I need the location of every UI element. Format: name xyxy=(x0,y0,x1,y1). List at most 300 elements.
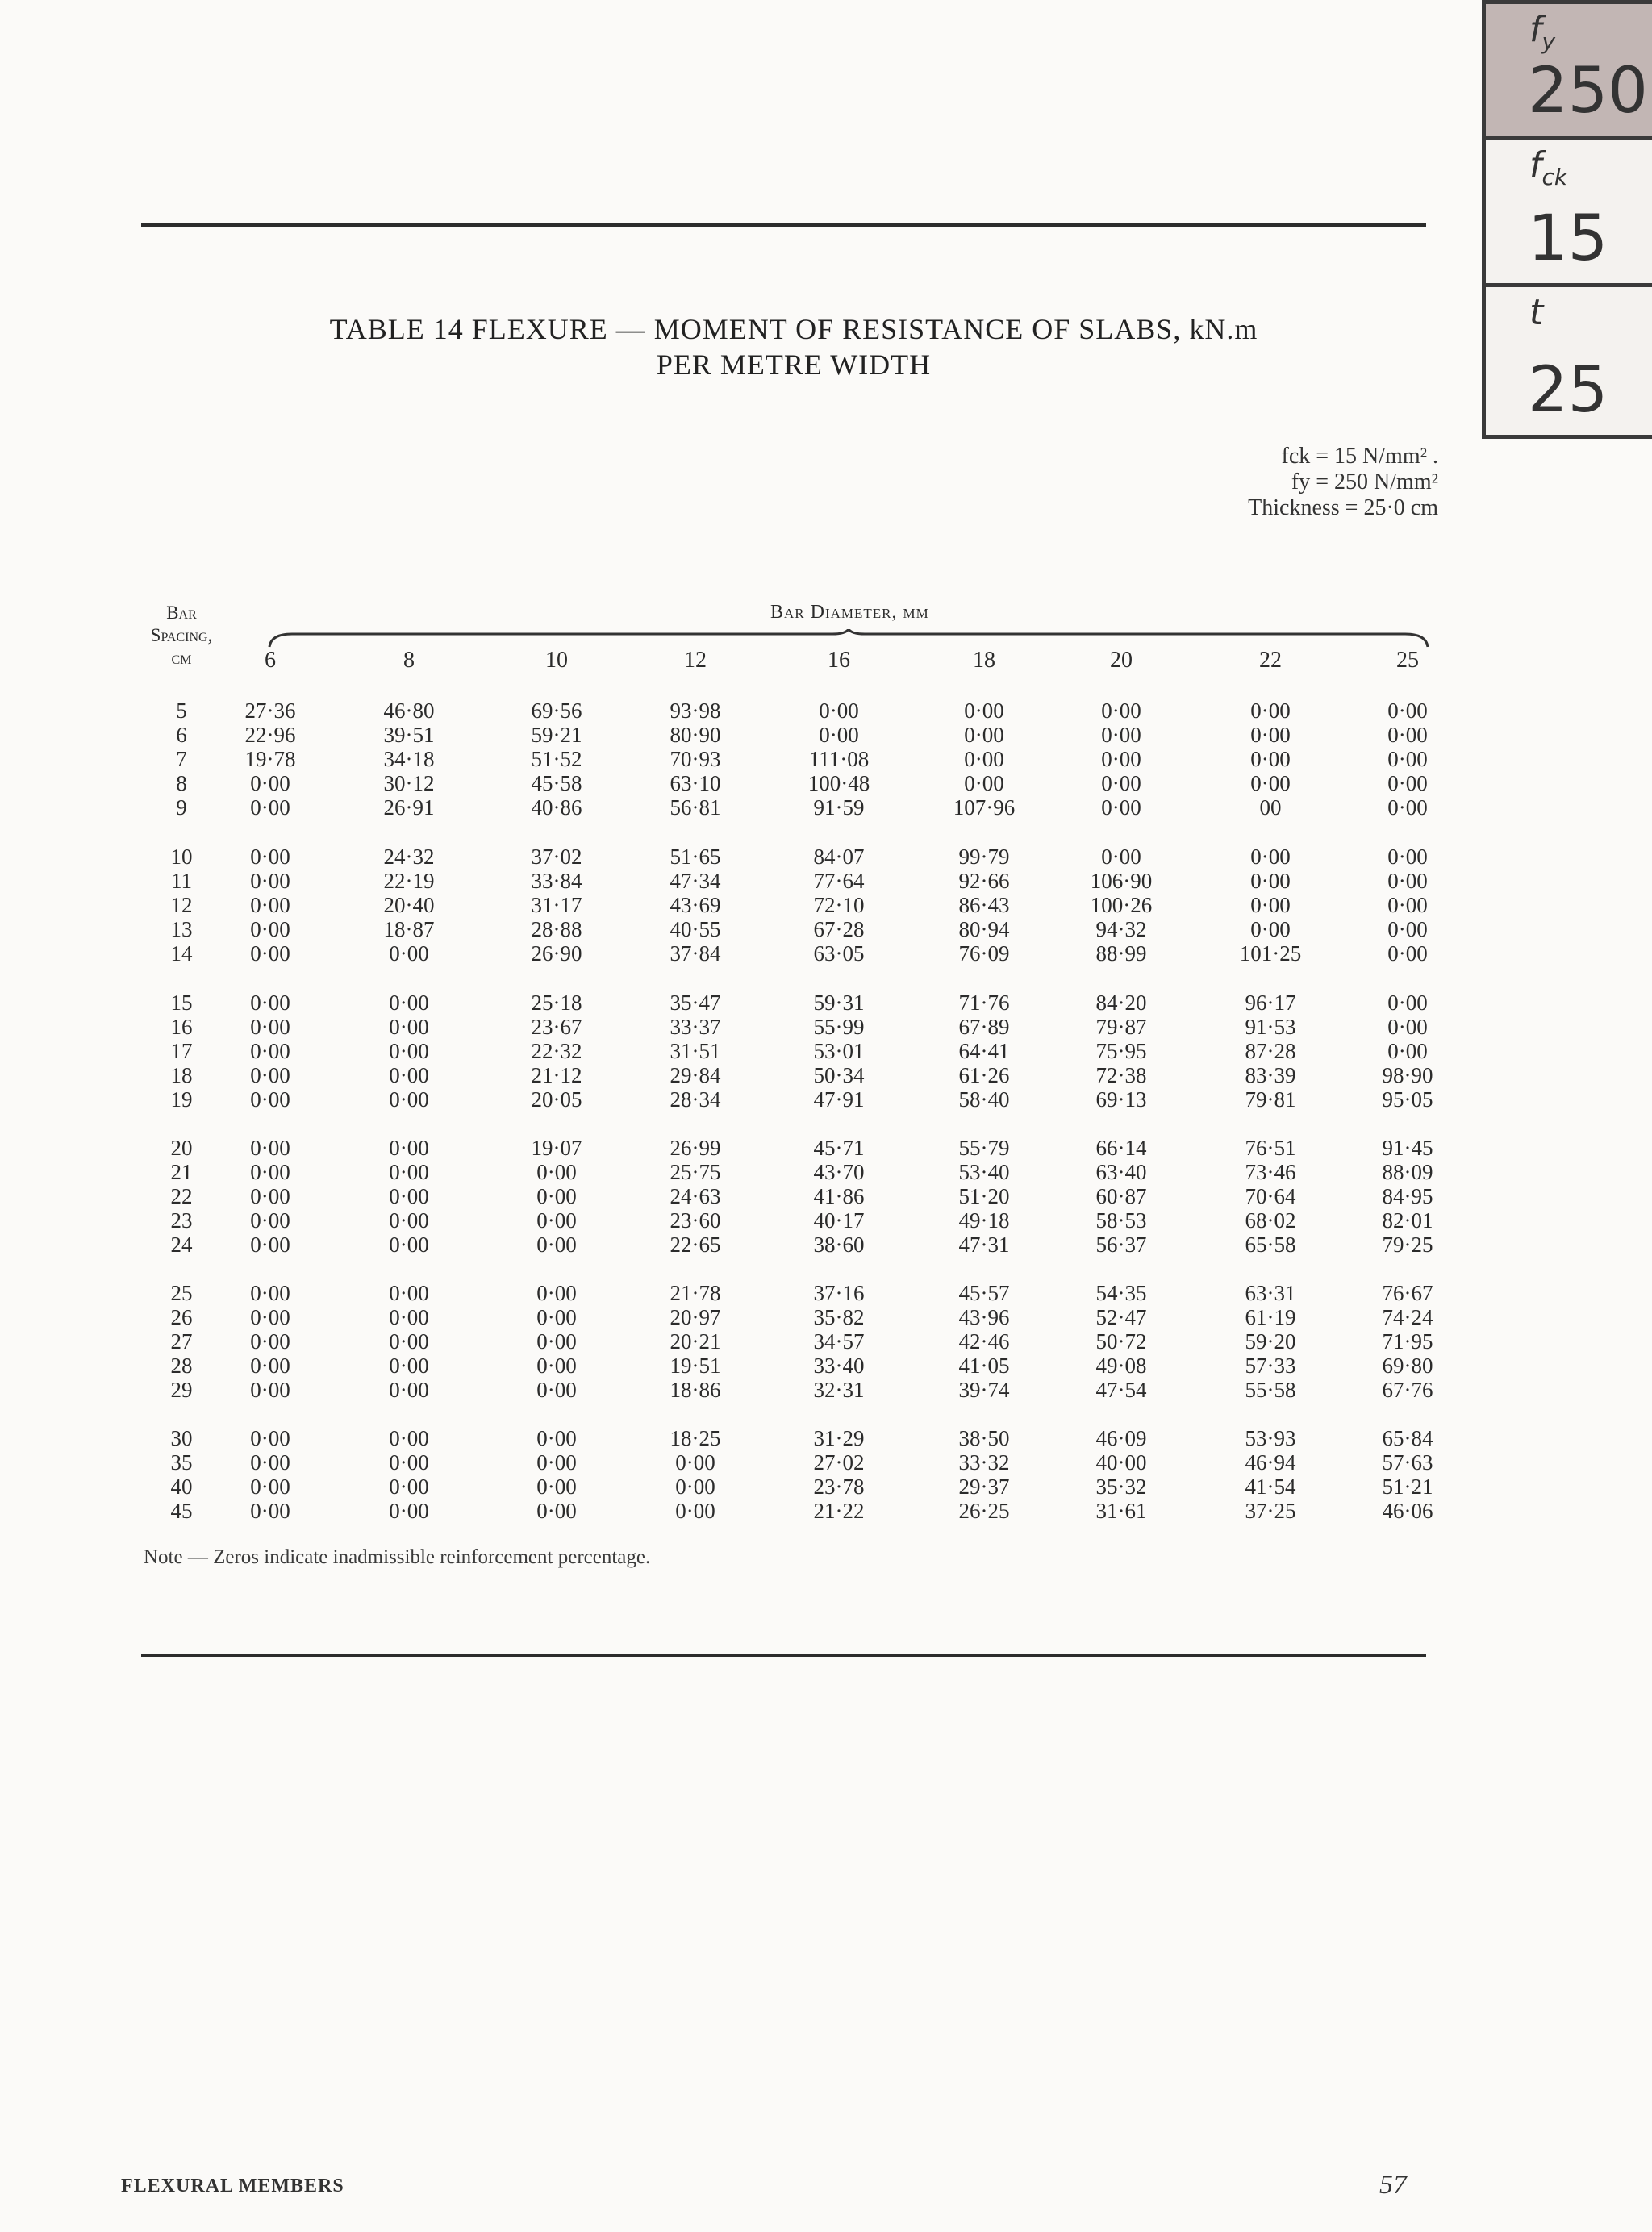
moment-cell: 0·00 xyxy=(675,1499,715,1523)
bar-spacing-header xyxy=(137,602,226,670)
moment-cell: 72·38 xyxy=(1095,1063,1147,1087)
design-parameters xyxy=(1248,444,1438,521)
moment-cell: 0·00 xyxy=(536,1378,577,1402)
moment-cell: 0·00 xyxy=(1387,845,1428,869)
moment-cell: 21·12 xyxy=(531,1063,582,1087)
moment-cell: 37·84 xyxy=(670,941,721,966)
moment-cell: 20·97 xyxy=(670,1305,721,1329)
spacing-cell: 25 xyxy=(170,1281,193,1305)
fck-param: fck = 15 N/mm² . xyxy=(1281,444,1438,469)
table-row xyxy=(0,991,1533,1015)
fy-value: 250 xyxy=(1528,55,1648,127)
moment-cell: 43·96 xyxy=(958,1305,1010,1329)
moment-cell: 0·00 xyxy=(250,1305,290,1329)
moment-cell: 52·47 xyxy=(1095,1305,1147,1329)
fy-param: fy = 250 N/mm² xyxy=(1291,469,1438,494)
diameter-header-6: 6 xyxy=(265,648,276,673)
moment-cell: 0·00 xyxy=(1101,699,1141,723)
moment-cell: 0·00 xyxy=(536,1475,577,1499)
moment-cell: 53·01 xyxy=(813,1039,865,1063)
moment-cell: 0·00 xyxy=(536,1450,577,1475)
moment-cell: 0·00 xyxy=(250,1136,290,1160)
moment-cell: 0·00 xyxy=(389,1475,429,1499)
moment-cell: 23·60 xyxy=(670,1208,721,1233)
diameter-header-25: 25 xyxy=(1396,648,1419,673)
diameter-header-20: 20 xyxy=(1110,648,1133,673)
table-row xyxy=(0,941,1533,966)
moment-cell: 79·25 xyxy=(1382,1233,1433,1257)
moment-cell: 0·00 xyxy=(1387,893,1428,917)
moment-cell: 41·05 xyxy=(958,1354,1010,1378)
moment-cell: 76·09 xyxy=(958,941,1010,966)
top-rule xyxy=(141,223,1426,227)
moment-cell: 26·90 xyxy=(531,941,582,966)
moment-cell: 45·71 xyxy=(813,1136,865,1160)
moment-cell: 0·00 xyxy=(389,1450,429,1475)
moment-cell: 50·34 xyxy=(813,1063,865,1087)
moment-cell: 0·00 xyxy=(536,1426,577,1450)
moment-cell: 76·67 xyxy=(1382,1281,1433,1305)
moment-cell: 40·55 xyxy=(670,917,721,941)
moment-cell: 33·37 xyxy=(670,1015,721,1039)
fck-tab-cell xyxy=(1486,140,1652,287)
moment-cell: 0·00 xyxy=(389,1281,429,1305)
diameter-header-18: 18 xyxy=(973,648,995,673)
spacing-cell: 13 xyxy=(170,917,193,941)
moment-cell: 0·00 xyxy=(389,1015,429,1039)
moment-cell: 73·46 xyxy=(1245,1160,1296,1184)
moment-cell: 0·00 xyxy=(250,795,290,820)
table-row xyxy=(0,893,1533,917)
table-row xyxy=(0,1063,1533,1087)
moment-cell: 0·00 xyxy=(250,1378,290,1402)
table-row xyxy=(0,1499,1533,1523)
moment-cell: 0·00 xyxy=(250,1450,290,1475)
spacing-cell: 28 xyxy=(170,1354,193,1378)
moment-cell: 38·60 xyxy=(813,1233,865,1257)
moment-cell: 107·96 xyxy=(953,795,1016,820)
moment-cell: 65·58 xyxy=(1245,1233,1296,1257)
moment-cell: 0·00 xyxy=(389,1063,429,1087)
moment-cell: 59·31 xyxy=(813,991,865,1015)
moment-cell: 29·84 xyxy=(670,1063,721,1087)
moment-cell: 20·05 xyxy=(531,1087,582,1112)
diameter-header-10: 10 xyxy=(545,648,568,673)
moment-cell: 22·19 xyxy=(383,869,435,893)
moment-cell: 91·59 xyxy=(813,795,865,820)
moment-cell: 0·00 xyxy=(1101,747,1141,771)
diameter-header-12: 12 xyxy=(684,648,707,673)
moment-cell: 0·00 xyxy=(1101,795,1141,820)
moment-cell: 68·02 xyxy=(1245,1208,1296,1233)
moment-cell: 19·07 xyxy=(531,1136,582,1160)
moment-cell: 0·00 xyxy=(1387,991,1428,1015)
table-note: Note — Zeros indicate inadmissible reinforcement percentage. xyxy=(144,1546,651,1568)
moment-cell: 0·00 xyxy=(250,1063,290,1087)
table-row xyxy=(0,1378,1533,1402)
table-row xyxy=(0,1015,1533,1039)
moment-cell: 34·57 xyxy=(813,1329,865,1354)
moment-cell: 0·00 xyxy=(964,771,1004,795)
table-row xyxy=(0,1160,1533,1184)
moment-cell: 63·31 xyxy=(1245,1281,1296,1305)
moment-cell: 0·00 xyxy=(819,723,859,747)
moment-cell: 0·00 xyxy=(1250,917,1291,941)
moment-cell: 58·53 xyxy=(1095,1208,1147,1233)
moment-cell: 38·50 xyxy=(958,1426,1010,1450)
moment-cell: 18·25 xyxy=(670,1426,721,1450)
moment-cell: 31·29 xyxy=(813,1426,865,1450)
spacing-cell: 24 xyxy=(170,1233,193,1257)
moment-cell: 0·00 xyxy=(1250,845,1291,869)
moment-cell: 88·09 xyxy=(1382,1160,1433,1184)
moment-cell: 0·00 xyxy=(1250,699,1291,723)
moment-cell: 31·51 xyxy=(670,1039,721,1063)
moment-cell: 91·53 xyxy=(1245,1015,1296,1039)
moment-cell: 96·17 xyxy=(1245,991,1296,1015)
moment-cell: 0·00 xyxy=(250,771,290,795)
moment-cell: 69·80 xyxy=(1382,1354,1433,1378)
moment-cell: 79·81 xyxy=(1245,1087,1296,1112)
moment-cell: 0·00 xyxy=(250,1233,290,1257)
moment-cell: 28·88 xyxy=(531,917,582,941)
fy-symbol: $f_y$ xyxy=(1529,9,1556,55)
spacing-cell: 16 xyxy=(170,1015,193,1039)
moment-cell: 0·00 xyxy=(389,1087,429,1112)
moment-cell: 0·00 xyxy=(675,1450,715,1475)
moment-cell: 41·86 xyxy=(813,1184,865,1208)
bottom-rule xyxy=(141,1654,1426,1657)
moment-cell: 21·22 xyxy=(813,1499,865,1523)
moment-cell: 63·40 xyxy=(1095,1160,1147,1184)
moment-cell: 106·90 xyxy=(1090,869,1153,893)
moment-cell: 29·37 xyxy=(958,1475,1010,1499)
moment-cell: 55·99 xyxy=(813,1015,865,1039)
moment-cell: 26·91 xyxy=(383,795,435,820)
moment-cell: 40·00 xyxy=(1095,1450,1147,1475)
moment-cell: 0·00 xyxy=(389,1499,429,1523)
moment-cell: 0·00 xyxy=(250,1329,290,1354)
moment-cell: 0·00 xyxy=(964,747,1004,771)
moment-cell: 0·00 xyxy=(536,1208,577,1233)
table-row xyxy=(0,1281,1533,1305)
moment-cell: 27·36 xyxy=(244,699,296,723)
moment-cell: 31·61 xyxy=(1095,1499,1147,1523)
moment-cell: 33·40 xyxy=(813,1354,865,1378)
diameter-header-8: 8 xyxy=(403,648,415,673)
moment-cell: 46·09 xyxy=(1095,1426,1147,1450)
spacing-cell: 15 xyxy=(170,991,193,1015)
moment-cell: 80·90 xyxy=(670,723,721,747)
moment-cell: 27·02 xyxy=(813,1450,865,1475)
moment-cell: 79·87 xyxy=(1095,1015,1147,1039)
thickness-param: Thickness = 25·0 cm xyxy=(1248,495,1438,520)
moment-cell: 0·00 xyxy=(1387,941,1428,966)
moment-cell: 0·00 xyxy=(1387,699,1428,723)
table-row xyxy=(0,1475,1533,1499)
moment-cell: 55·58 xyxy=(1245,1378,1296,1402)
moment-cell: 0·00 xyxy=(250,941,290,966)
t-symbol: t xyxy=(1529,292,1544,333)
moment-cell: 54·35 xyxy=(1095,1281,1147,1305)
spacing-cell: 6 xyxy=(176,723,187,747)
table-row xyxy=(0,1450,1533,1475)
moment-cell: 0·00 xyxy=(250,1426,290,1450)
moment-cell: 0·00 xyxy=(1387,795,1428,820)
spacing-cell: 45 xyxy=(170,1499,193,1523)
moment-cell: 0·00 xyxy=(536,1184,577,1208)
moment-cell: 60·87 xyxy=(1095,1184,1147,1208)
moment-cell: 69·56 xyxy=(531,699,582,723)
moment-cell: 32·31 xyxy=(813,1378,865,1402)
t-value: 25 xyxy=(1528,354,1608,427)
moment-cell: 84·20 xyxy=(1095,991,1147,1015)
table-row xyxy=(0,771,1533,795)
table-row xyxy=(0,747,1533,771)
table-row xyxy=(0,1354,1533,1378)
moment-cell: 0·00 xyxy=(250,1087,290,1112)
moment-cell: 37·02 xyxy=(531,845,582,869)
moment-cell: 83·39 xyxy=(1245,1063,1296,1087)
moment-cell: 0·00 xyxy=(536,1499,577,1523)
moment-cell: 0·00 xyxy=(1387,917,1428,941)
moment-cell: 35·82 xyxy=(813,1305,865,1329)
moment-cell: 25·75 xyxy=(670,1160,721,1184)
moment-cell: 0·00 xyxy=(250,991,290,1015)
moment-cell: 33·32 xyxy=(958,1450,1010,1475)
moment-cell: 0·00 xyxy=(1250,893,1291,917)
moment-cell: 0·00 xyxy=(1101,771,1141,795)
moment-cell: 0·00 xyxy=(250,1354,290,1378)
moment-cell: 74·24 xyxy=(1382,1305,1433,1329)
moment-cell: 111·08 xyxy=(808,747,870,771)
spacing-cell: 40 xyxy=(170,1475,193,1499)
moment-cell: 69·13 xyxy=(1095,1087,1147,1112)
moment-cell: 35·32 xyxy=(1095,1475,1147,1499)
moment-cell: 0·00 xyxy=(250,893,290,917)
moment-cell: 0·00 xyxy=(1387,747,1428,771)
moment-cell: 0·00 xyxy=(536,1354,577,1378)
spacing-cell: 35 xyxy=(170,1450,193,1475)
moment-cell: 70·93 xyxy=(670,747,721,771)
table-row xyxy=(0,1136,1533,1160)
moment-cell: 100·26 xyxy=(1090,893,1153,917)
moment-cell: 18·86 xyxy=(670,1378,721,1402)
moment-cell: 0·00 xyxy=(389,1208,429,1233)
moment-cell: 0·00 xyxy=(1250,723,1291,747)
moment-cell: 42·46 xyxy=(958,1329,1010,1354)
moment-cell: 43·69 xyxy=(670,893,721,917)
moment-cell: 41·54 xyxy=(1245,1475,1296,1499)
moment-cell: 37·25 xyxy=(1245,1499,1296,1523)
moment-cell: 86·43 xyxy=(958,893,1010,917)
table-row xyxy=(0,1184,1533,1208)
moment-cell: 0·00 xyxy=(536,1233,577,1257)
spacing-cell: 23 xyxy=(170,1208,193,1233)
table-row xyxy=(0,1329,1533,1354)
title-line-1: TABLE 14 FLEXURE — MOMENT OF RESISTANCE OF SLABS, kN.m xyxy=(329,313,1258,345)
moment-cell: 88·99 xyxy=(1095,941,1147,966)
spacing-cell: 5 xyxy=(176,699,187,723)
moment-cell: 47·34 xyxy=(670,869,721,893)
table-title xyxy=(161,311,1426,382)
moment-cell: 18·87 xyxy=(383,917,435,941)
spacing-header-line-3: cm xyxy=(171,648,192,668)
moment-cell: 95·05 xyxy=(1382,1087,1433,1112)
spacing-header-line-1: Bar xyxy=(166,603,197,623)
moment-cell: 47·54 xyxy=(1095,1378,1147,1402)
moment-cell: 35·47 xyxy=(670,991,721,1015)
moment-cell: 24·32 xyxy=(383,845,435,869)
spacing-cell: 19 xyxy=(170,1087,193,1112)
moment-cell: 34·18 xyxy=(383,747,435,771)
moment-cell: 84·07 xyxy=(813,845,865,869)
spacing-cell: 7 xyxy=(176,747,187,771)
moment-cell: 33·84 xyxy=(531,869,582,893)
moment-cell: 99·79 xyxy=(958,845,1010,869)
table-row xyxy=(0,917,1533,941)
moment-cell: 23·78 xyxy=(813,1475,865,1499)
title-line-2: PER METRE WIDTH xyxy=(656,348,932,381)
page-number: 57 xyxy=(1379,2170,1407,2200)
moment-cell: 0·00 xyxy=(389,1233,429,1257)
moment-cell: 0·00 xyxy=(389,1039,429,1063)
moment-cell: 45·57 xyxy=(958,1281,1010,1305)
moment-cell: 0·00 xyxy=(1250,869,1291,893)
moment-cell: 26·25 xyxy=(958,1499,1010,1523)
moment-cell: 53·40 xyxy=(958,1160,1010,1184)
moment-cell: 31·17 xyxy=(531,893,582,917)
moment-cell: 51·65 xyxy=(670,845,721,869)
moment-cell: 28·34 xyxy=(670,1087,721,1112)
moment-cell: 0·00 xyxy=(250,845,290,869)
moment-cell: 0·00 xyxy=(389,1378,429,1402)
moment-cell: 92·66 xyxy=(958,869,1010,893)
moment-cell: 46·06 xyxy=(1382,1499,1433,1523)
moment-cell: 19·51 xyxy=(670,1354,721,1378)
fck-value: 15 xyxy=(1528,202,1608,275)
moment-cell: 0·00 xyxy=(536,1281,577,1305)
moment-cell: 49·18 xyxy=(958,1208,1010,1233)
table-row xyxy=(0,869,1533,893)
table-row xyxy=(0,795,1533,820)
spacing-header-line-2: Spacing, xyxy=(150,625,213,645)
moment-cell: 0·00 xyxy=(964,723,1004,747)
spacing-cell: 22 xyxy=(170,1184,193,1208)
bar-diameter-header: Bar Diameter, mm xyxy=(770,602,929,623)
moment-cell: 100·48 xyxy=(807,771,870,795)
moment-cell: 56·37 xyxy=(1095,1233,1147,1257)
moment-cell: 66·14 xyxy=(1095,1136,1147,1160)
moment-cell: 71·76 xyxy=(958,991,1010,1015)
moment-cell: 20·40 xyxy=(383,893,435,917)
spacing-cell: 12 xyxy=(170,893,193,917)
moment-cell: 70·64 xyxy=(1245,1184,1296,1208)
spacing-cell: 21 xyxy=(170,1160,193,1184)
moment-cell: 43·70 xyxy=(813,1160,865,1184)
moment-cell: 101·25 xyxy=(1239,941,1302,966)
spacing-cell: 9 xyxy=(176,795,187,820)
moment-cell: 0·00 xyxy=(1101,845,1141,869)
moment-cell: 49·08 xyxy=(1095,1354,1147,1378)
moment-cell: 0·00 xyxy=(1387,723,1428,747)
moment-cell: 45·58 xyxy=(531,771,582,795)
moment-cell: 82·01 xyxy=(1382,1208,1433,1233)
moment-cell: 0·00 xyxy=(1387,771,1428,795)
moment-cell: 55·79 xyxy=(958,1136,1010,1160)
moment-cell: 0·00 xyxy=(250,1499,290,1523)
moment-cell: 0·00 xyxy=(250,1281,290,1305)
moment-cell: 37·16 xyxy=(813,1281,865,1305)
moment-cell: 56·81 xyxy=(670,795,721,820)
table-row xyxy=(0,1039,1533,1063)
spacing-cell: 20 xyxy=(170,1136,193,1160)
moment-cell: 40·17 xyxy=(813,1208,865,1233)
moment-cell: 98·90 xyxy=(1382,1063,1433,1087)
moment-cell: 21·78 xyxy=(670,1281,721,1305)
moment-cell: 46·80 xyxy=(383,699,435,723)
spacing-cell: 30 xyxy=(170,1426,193,1450)
moment-cell: 00 xyxy=(1259,795,1282,820)
moment-cell: 0·00 xyxy=(389,1329,429,1354)
moment-cell: 0·00 xyxy=(536,1160,577,1184)
moment-cell: 0·00 xyxy=(536,1329,577,1354)
moment-cell: 63·10 xyxy=(670,771,721,795)
moment-cell: 0·00 xyxy=(389,1136,429,1160)
moment-cell: 0·00 xyxy=(1387,869,1428,893)
moment-cell: 23·67 xyxy=(531,1015,582,1039)
moment-cell: 0·00 xyxy=(1101,723,1141,747)
moment-cell: 58·40 xyxy=(958,1087,1010,1112)
moment-cell: 0·00 xyxy=(250,1184,290,1208)
moment-cell: 0·00 xyxy=(389,1354,429,1378)
section-footer: FLEXURAL MEMBERS xyxy=(121,2176,344,2197)
moment-cell: 46·94 xyxy=(1245,1450,1296,1475)
moment-cell: 47·91 xyxy=(813,1087,865,1112)
moment-cell: 0·00 xyxy=(675,1475,715,1499)
moment-cell: 72·10 xyxy=(813,893,865,917)
spacing-cell: 14 xyxy=(170,941,193,966)
moment-cell: 71·95 xyxy=(1382,1329,1433,1354)
moment-cell: 59·20 xyxy=(1245,1329,1296,1354)
moment-cell: 0·00 xyxy=(250,869,290,893)
moment-cell: 0·00 xyxy=(389,1426,429,1450)
moment-cell: 0·00 xyxy=(819,699,859,723)
parameter-thumb-tab xyxy=(1482,0,1652,439)
fy-tab-cell xyxy=(1486,4,1652,140)
moment-cell: 39·74 xyxy=(958,1378,1010,1402)
moment-cell: 75·95 xyxy=(1095,1039,1147,1063)
moment-cell: 30·12 xyxy=(383,771,435,795)
moment-cell: 50·72 xyxy=(1095,1329,1147,1354)
spacing-cell: 17 xyxy=(170,1039,193,1063)
moment-cell: 0·00 xyxy=(389,1160,429,1184)
moment-cell: 67·76 xyxy=(1382,1378,1433,1402)
moment-cell: 20·21 xyxy=(670,1329,721,1354)
moment-cell: 0·00 xyxy=(389,991,429,1015)
table-row xyxy=(0,723,1533,747)
table-row xyxy=(0,1426,1533,1450)
moment-cell: 84·95 xyxy=(1382,1184,1433,1208)
moment-cell: 47·31 xyxy=(958,1233,1010,1257)
moment-cell: 0·00 xyxy=(1387,1039,1428,1063)
moment-cell: 64·41 xyxy=(958,1039,1010,1063)
moment-cell: 57·33 xyxy=(1245,1354,1296,1378)
moment-cell: 0·00 xyxy=(250,1015,290,1039)
moment-cell: 25·18 xyxy=(531,991,582,1015)
moment-cell: 57·63 xyxy=(1382,1450,1433,1475)
table-row xyxy=(0,1305,1533,1329)
